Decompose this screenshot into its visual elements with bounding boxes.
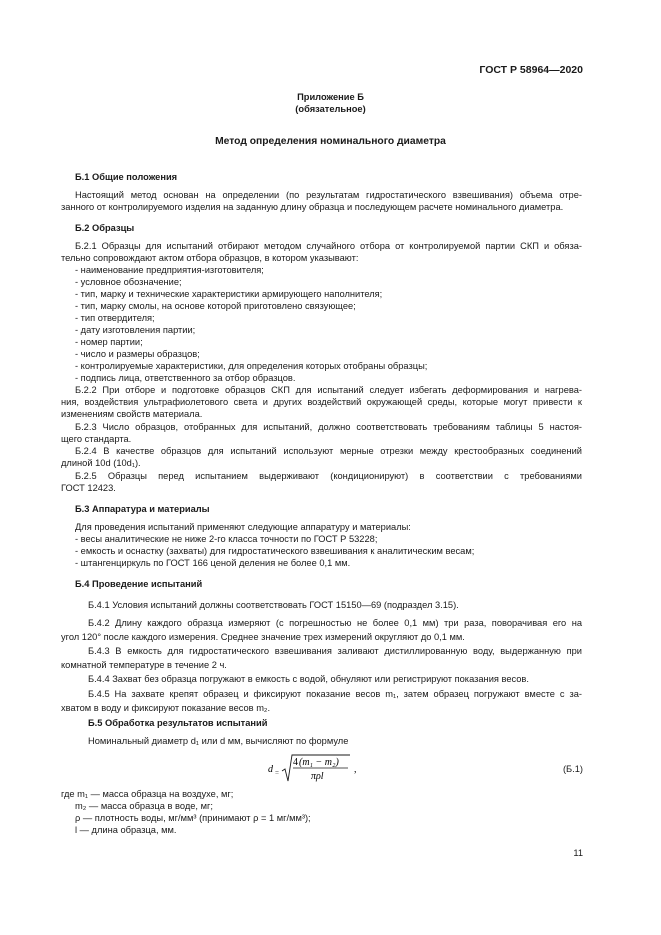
list-item: - весы аналитические не ниже 2-го класса точности по ГОСТ Р 53228; <box>75 534 378 544</box>
b2-paragraph-line: Б.2.2 При отборе и подготовке образцов СКП для испытаний следует избегать деформирования и нагрева- <box>75 385 582 395</box>
where-line: m₂ — масса образца в воде, мг; <box>75 801 213 811</box>
list-item: - наименование предприятия-изготовителя; <box>75 265 264 275</box>
b4-paragraph: Б.4.4 Захват без образца погружают в емкость с водой, обнуляют или регистрируют показания весов. <box>88 674 529 684</box>
section-heading-b3: Б.3 Аппаратура и материалы <box>75 504 210 514</box>
list-item: - дату изготовления партии; <box>75 325 196 335</box>
b2-paragraph-line: ния, воздействия ультрафиолетового света и других воздействий окружающей среды, которые могут привести к <box>61 397 582 407</box>
where-line: ρ — плотность воды, мг/мм³ (принимают ρ = 1 мг/мм³); <box>75 813 311 823</box>
b2-paragraph-line: Б.2.1 Образцы для испытаний отбирают методом случайного отбора от контролируемой партии СКП и обяза- <box>75 241 582 251</box>
b4-paragraph-line: Б.4.3 В емкость для гидростатического взвешивания заливают дистиллированную воду, выдержанную при <box>88 646 582 656</box>
formula-num-coeff: 4 <box>293 757 298 768</box>
section-heading-b4: Б.4 Проведение испытаний <box>75 579 203 589</box>
main-title: Метод определения номинального диаметра <box>215 136 446 147</box>
b2-paragraph-line: ГОСТ 12423. <box>61 483 116 493</box>
where-line: l — длина образца, мм. <box>75 825 177 835</box>
b4-paragraph-line: хватом в воду и фиксируют показание весов m₂. <box>61 703 271 713</box>
formula-number: (Б.1) <box>562 764 583 774</box>
list-item: - контролируемые характеристики, для определения которых отобраны образцы; <box>75 361 428 371</box>
b4-paragraph: Б.4.1 Условия испытаний должны соответствовать ГОСТ 15150—69 (подраздел 3.15). <box>88 600 459 610</box>
list-item: - тип, марку и технические характеристики армирующего наполнителя; <box>75 289 383 299</box>
b1-paragraph-line: занного от контролируемого изделия на заданную длину образца и последующем расчете номинального диаметра. <box>61 202 564 212</box>
b2-paragraph-line: Б.2.5 Образцы перед испытанием выдерживают (кондиционируют) в соответствии с требованиями <box>75 471 582 481</box>
list-item: - номер партии; <box>75 337 143 347</box>
list-item: - тип, марку смолы, на основе которой приготовлено связующее; <box>75 301 356 311</box>
b5-intro: Номинальный диаметр d₁ или d мм, вычисляют по формуле <box>88 736 349 746</box>
list-item: - подпись лица, ответственного за отбор образцов. <box>75 373 296 383</box>
appendix-title: Приложение Б <box>297 92 364 102</box>
formula-b1 <box>268 753 388 787</box>
b4-paragraph-line: комнатной температуре в течение 2 ч. <box>61 660 227 670</box>
where-line: где m₁ — масса образца на воздухе, мг; <box>61 789 234 799</box>
section-heading-b1: Б.1 Общие положения <box>75 172 178 182</box>
list-item: - штангенциркуль по ГОСТ 166 ценой деления не более 0,1 мм. <box>75 558 351 568</box>
b2-paragraph-line: Б.2.3 Число образцов, отобранных для испытаний, должно соответствовать требованиям таблицы 5 настоя- <box>75 422 582 432</box>
formula-numerator: (m₁ − m₂) <box>299 757 339 768</box>
list-item: - емкость и оснастку (захваты) для гидростатического взвешивания к аналитическим весам; <box>75 546 475 556</box>
b2-paragraph-line: щего стандарта. <box>61 434 132 444</box>
list-item: - условное обозначение; <box>75 277 182 287</box>
formula-lhs: d <box>268 764 273 775</box>
b2-paragraph-line: изменениям свойств материала. <box>61 409 203 419</box>
b4-paragraph-line: угол 120° после каждого измерения. Среднее значение трех измерений округляют до 0,1 мм. <box>61 632 465 642</box>
b1-paragraph-line: Настоящий метод основан на определении (по результатам гидростатического взвешивания) объема отре- <box>75 190 582 200</box>
section-heading-b2: Б.2 Образцы <box>75 223 135 233</box>
b4-paragraph-line: Б.4.2 Длину каждого образца измеряют (с погрешностью не более 0,1 мм) три раза, поворачивая его на <box>88 618 582 628</box>
appendix-status: (обязательное) <box>295 104 366 114</box>
document-code: ГОСТ Р 58964—2020 <box>479 64 583 76</box>
list-item: - тип отвердителя; <box>75 313 155 323</box>
formula-denominator: πρl <box>311 771 324 782</box>
page-number: 11 <box>573 848 583 858</box>
formula-comma: , <box>354 764 357 775</box>
list-item: - число и размеры образцов; <box>75 349 200 359</box>
b2-paragraph-line: Б.2.4 В качестве образцов для испытаний используют мерные отрезки между крестообразных соединений <box>75 446 582 456</box>
b4-paragraph-line: Б.4.5 На захвате крепят образец и фиксируют показание весов m₁, затем образец погружают вместе с за- <box>88 689 582 699</box>
section-heading-b5: Б.5 Обработка результатов испытаний <box>88 718 268 728</box>
formula-lhs-sub: = <box>275 769 279 777</box>
b2-paragraph-line: тельно сопровождают актом отбора образцов, в котором указывают: <box>61 253 359 263</box>
b3-intro: Для проведения испытаний применяют следующие аппаратуру и материалы: <box>75 522 411 532</box>
b2-paragraph-line: длиной 10d (10d₁). <box>61 458 141 468</box>
